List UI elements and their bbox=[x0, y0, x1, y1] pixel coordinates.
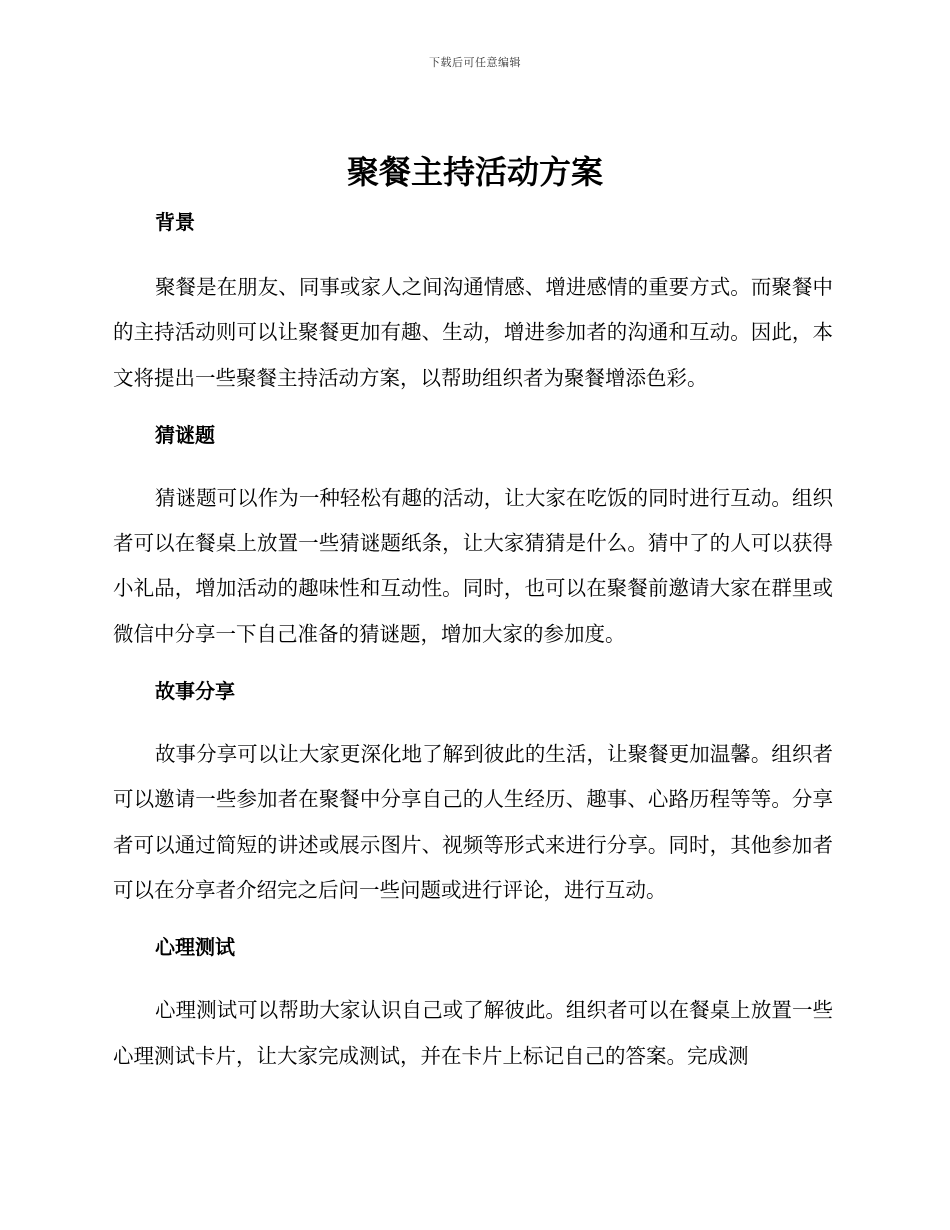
section-background bbox=[113, 204, 833, 401]
section-paragraph: 猜谜题可以作为一种轻松有趣的活动，让大家在吃饭的同时进行互动。组织者可以在餐桌上放置一些猜谜题纸条，让大家猜猜是什么。猜中了的人可以获得小礼品，增加活动的趣味性和互动性。同时，也可以在聚餐前邀请大家在群里或微信中分享一下自己准备的猜谜题，增加大家的参加度。 bbox=[113, 485, 833, 646]
document-title: 聚餐主持活动方案 bbox=[346, 153, 603, 191]
section-paragraph: 心理测试可以帮助大家认识自己或了解彼此。组织者可以在餐桌上放置一些心理测试卡片，让大家完成测试，并在卡片上标记自己的答案。完成测 bbox=[113, 998, 833, 1068]
section-story-sharing bbox=[113, 673, 833, 913]
section-paragraph: 聚餐是在朋友、同事或家人之间沟通情感、增进感情的重要方式。而聚餐中的主持活动则可以让聚餐更加有趣、生动，增进参加者的沟通和互动。因此，本文将提出一些聚餐主持活动方案，以帮助组织者为聚餐增添色彩。 bbox=[113, 275, 833, 390]
header-note: 下载后可任意编辑 bbox=[429, 56, 521, 69]
section-heading: 背景 bbox=[155, 210, 195, 234]
section-heading: 心理测试 bbox=[155, 935, 235, 960]
section-riddles bbox=[113, 417, 833, 657]
section-paragraph: 故事分享可以让大家更深化地了解到彼此的生活，让聚餐更加温馨。组织者可以邀请一些参加者在聚餐中分享自己的人生经历、趣事、心路历程等等。分享者可以通过简短的讲述或展示图片、视频等形式来进行分享。同时，其他参加者可以在分享者介绍完之后问一些问题或进行评论，进行互动。 bbox=[113, 742, 833, 902]
section-heading: 猜谜题 bbox=[155, 422, 215, 447]
section-heading: 故事分享 bbox=[155, 679, 235, 704]
document-body bbox=[113, 204, 833, 1079]
section-psych-test bbox=[113, 929, 833, 1079]
